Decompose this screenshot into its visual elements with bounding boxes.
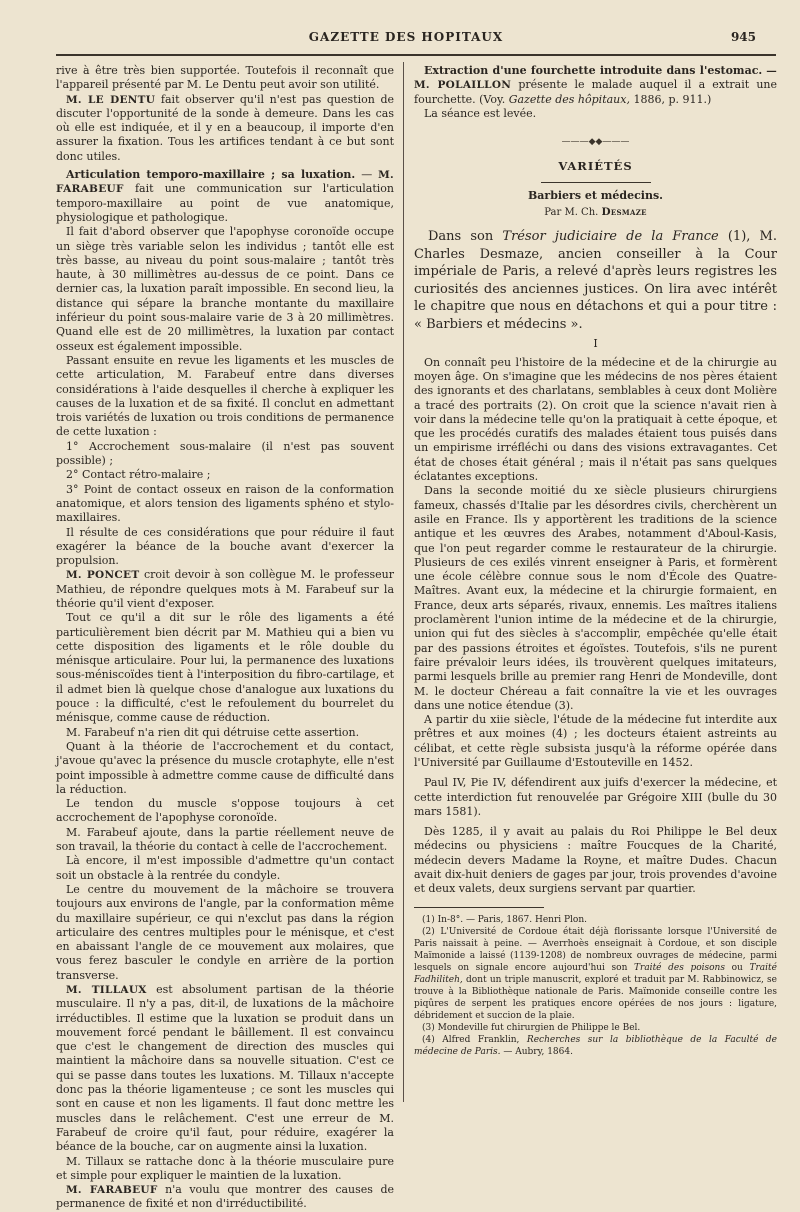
paragraph-text: présente le malade auquel il a extrait une fourchette. (Voy.: [414, 78, 777, 106]
footnote-text: — Aubry, 1864.: [503, 1046, 573, 1057]
conditions-list: [56, 440, 394, 526]
paragraph-text: (1), M. Charles Desmaze, ancien conseiller à la Cour impériale de Paris, a relevé d'après leurs registres les curiosités des anciennes justices. On lira avec intérêt le chapitre que nous en détachons et qui a pour titre : « Barbiers et médecins ».: [414, 229, 777, 332]
paragraph: Dans la seconde moitié du xe siècle plusieurs chirurgiens fameux, chassés d'Italie par les désordres civils, cherchèrent un asile en France. Ils y apportèrent les traditions de la science antique et les œuvres des Arabes, notamment d'Aboul-Kasis, que l'on peut regarder comme le restaurateur de la chirurgie. Plusieurs de ces exilés vinrent enseigner à Paris, et formèrent une école célèbre connue sous le nom d'École des Quatre-Maîtres. Avant eux, la médecine et la chirurgie formaient, en France, deux arts séparés, rivaux, ennemis. Les maîtres italiens proclamèrent l'union intime de la médecine et de la chirurgie, union qui fut des siècles à s'accomplir, empêchée qu'elle était par des passions étroites et égoïstes. Toutefois, s'ils ne purent faire prévaloir leurs idées, ils trouvèrent quelques imitateurs, parmi lesquels brille au premier rang Henri de Mondeville, dont M. le docteur Chéreau a fait connaître la vie et les ouvrages dans une notice étendue (3).: [414, 484, 777, 712]
article-title: Barbiers et médecins.: [527, 188, 664, 202]
ornament-divider: ———◆◆———: [561, 137, 630, 148]
paragraph: Dès 1285, il y avait au palais du Roi Philippe le Bel deux médecins ou physiciens : maître Foucques de la Charité, médecin devers Madame la Royne, et maître Dudes. Chacun avait dix-huit deniers de gages par jour, trois provendes d'avoine et deux valets, deux surgiens servant par quartier.: [414, 825, 777, 896]
footnote: [414, 1034, 777, 1058]
subheading: Articulation temporo-maxillaire ; sa luxation.: [66, 168, 356, 182]
paragraph: La séance est levée.: [424, 106, 537, 120]
paragraph-text: est absolument partisan de la théorie musculaire. Il n'y a pas, dit-il, de luxations de la mâchoire irréductibles. Il estime que la luxation se produit dans un mouvement forcé pendant le bâillement. Il est convaincu que c'est le changement de direction des muscles qui maintient la mâchoire dans sa nouvelle situation. C'est ce qui se passe dans toutes les luxations. M. Tillaux n'accepte donc pas la théorie ligamenteuse ; ce sont les muscles qui sont en cause et non les ligaments. Il faut donc mettre les muscles dans le relâchement. C'est une erreur de M. Farabeuf de croire qu'il faut, pour réduire, exagérer la béance de la bouche, car on augmente ainsi la luxation.: [56, 983, 394, 1154]
dash: —: [361, 168, 373, 182]
paragraph: Quant à la théorie de l'accrochement et du contact, j'avoue qu'avec la présence du muscle crotaphyte, elle n'est point impossible à admettre comme cause de difficulté dans la réduction.: [56, 739, 394, 796]
paragraph-text: n'a voulu que montrer des causes de permanence de fixité et non d'irréductibilité.: [56, 1183, 394, 1211]
subheading: Extraction d'une fourchette introduite dans l'estomac.: [424, 64, 763, 77]
speaker-name: — M. POLAILLON: [414, 65, 777, 92]
paragraph: [56, 568, 394, 611]
paragraph-text: fait une communication sur l'articulation temporo-maxillaire au point de vue anatomique, physiologique et pathologique.: [56, 182, 394, 224]
speaker-name: M. LE DENTU: [66, 93, 156, 106]
paragraph: Passant ensuite en revue les ligaments et les muscles de cette articulation, M. Farabeuf entre dans diverses considérations à l'aide desquelles il cherche à expliquer les causes de la luxation et de sa fixité. Il conclut en admettant trois variétés de luxation ou trois conditions de permanence de cette luxation :: [56, 353, 394, 439]
footnote-text: (2) L'Université de Cordoue était déjà florissante lorsque l'Université de Paris naissait à peine. — Averrhoès enseignait à Cordoue, et son disciple Maïmonide a laissé (1139-1208) de nombreux ouvrages de médecine, parmi lesquels on signale encore aujourd'hui son: [414, 926, 777, 973]
paragraph: [414, 64, 777, 107]
paragraph-text: 1886, p. 911.): [633, 92, 712, 106]
paragraph: [414, 228, 777, 333]
paragraph-text: Dans son: [428, 229, 494, 245]
page-header: [56, 30, 756, 52]
book-title: Trésor judiciaire de la France: [502, 229, 719, 245]
paragraph: rive à être très bien supportée. Toutefois il reconnaît que l'appareil présenté par M. Le Dentu peut avoir son utilité.: [56, 64, 394, 92]
speaker-name: M. FARABEUF: [56, 169, 394, 196]
speaker-name: M. TILLAUX: [66, 984, 147, 996]
paragraph: [56, 983, 394, 1155]
right-column: [414, 64, 777, 1058]
paragraph: M. Farabeuf n'a rien dit qui détruise cette assertion.: [66, 725, 360, 739]
page-number: 945: [730, 30, 756, 44]
footnote: (3) Mondeville fut chirurgien de Philippe le Bel.: [422, 1022, 641, 1033]
left-column: [56, 64, 394, 1212]
paragraph-text: croit devoir à son collègue M. le professeur Mathieu, de répondre quelques mots à M. Farabeuf sur la théorie qu'il vient d'exposer.: [56, 568, 394, 610]
paragraph: M. Farabeuf ajoute, dans la partie réellement neuve de son travail, la théorie du contact à celle de l'accrochement.: [56, 825, 394, 854]
paragraph: Paul IV, Pie IV, défendirent aux juifs d'exercer la médecine, et cette interdiction fut renouvelée par Grégoire XIII (bulle du 30 mars 1581).: [414, 776, 777, 818]
footnote: (1) In-8°. — Paris, 1867. Henri Plon.: [422, 914, 587, 925]
paragraph: A partir du xiie siècle, l'étude de la médecine fut interdite aux prêtres et aux moines (4) ; les docteurs étaient astreints au célibat, et cette règle subsista jusqu'à la réforme opérée dans l'Université par Guillaume d'Estouteville en 1452.: [414, 713, 777, 769]
author-name: Desmaze: [601, 206, 647, 219]
footnote-title: Traité Fadhiliteh,: [414, 962, 777, 985]
speaker-name: M. PONCET: [66, 569, 140, 582]
list-item: 3° Point de contact osseux en raison de la conformation anatomique, et alors tension des ligaments sphéno et stylo-maxillaires.: [56, 482, 394, 525]
paragraph: Tout ce qu'il a dit sur le rôle des ligaments a été particulièrement bien décrit par M. Mathieu qui a bien vu cette disposition des ligaments et le rôle double du ménisque articulaire. Pour lui, la permanence des luxations sous-méniscoïdes tient à l'interposition du fibro-cartilage, et il admet bien là quelque chose d'analogue aux luxations du pouce : la difficulté, c'est le refoulement du bourrelet du ménisque, comme cause de réduction.: [56, 611, 394, 725]
list-item: 1° Accrochement sous-malaire (il n'est pas souvent possible) ;: [56, 439, 394, 468]
header-rule: [56, 54, 776, 56]
section-numeral: I: [593, 337, 598, 351]
paragraph: Il fait d'abord observer que l'apophyse coronoïde occupe un siège très variable selon les individus ; tantôt elle est très basse, au niveau du point sous-malaire ; tantôt très haute, à 30 millimètres au-dessus de ce point. Dans ce dernier cas, la luxation paraît impossible. En second lieu, la distance qui sépare la branche montante du maxillaire inférieur du point sous-malaire varie de 3 à 20 millimètres. Quand elle est de 20 millimètres, la luxation par contact osseux est également impossible.: [56, 225, 394, 353]
section-rule: [541, 182, 651, 183]
footnotes: [414, 914, 777, 1058]
byline-prefix: Par M. Ch.: [544, 207, 599, 219]
paragraph: [56, 93, 394, 164]
paragraph: Là encore, il m'est impossible d'admettre qu'un contact soit un obstacle à la rentrée du condyle.: [56, 854, 394, 882]
footnote-text: (4) Alfred Franklin,: [422, 1034, 520, 1045]
byline: [414, 205, 777, 220]
list-item: 2° Contact rétro-malaire ;: [66, 468, 211, 482]
paragraph-text: fait observer qu'il n'est pas question de discuter l'opportunité de la sonde à demeure. Dans les cas où elle est indiquée, et il y en a beaucoup, il importe d'en assurer la fixation. Tous les artifices tendant à ce but sont donc utiles.: [56, 92, 395, 163]
paragraph: [56, 1183, 394, 1212]
footnote-rule: [414, 907, 544, 908]
paragraph: Le tendon du muscle s'oppose toujours à cet accrochement de l'apophyse coronoïde.: [56, 797, 394, 825]
paragraph: Le centre du mouvement de la mâchoire se trouvera toujours aux environs de l'angle, par la conformation même du maxillaire supérieur, ce qui n'exclut pas dans la région articulaire des centres multiples pour le ménisque, et c'est en abaissant l'angle de ce mouvement aux molaires, que vous ferez basculer le condyle en arrière de la portion transverse.: [56, 882, 394, 982]
article-intro: [414, 228, 777, 333]
speaker-name: M. FARABEUF: [66, 1184, 158, 1197]
section-title: VARIÉTÉS: [558, 159, 633, 174]
paragraph: [56, 168, 394, 225]
paragraph: Il résulte de ces considérations que pour réduire il faut exagérer la béance de la bouche avant d'exercer la propulsion.: [56, 525, 394, 568]
footnote-title: Traité des poisons: [634, 962, 725, 973]
footnote: [414, 926, 777, 1022]
footnote-text: dont un triple manuscrit, exploré et traduit par M. Rabbinowicz, se trouve à la Bibliothèque nationale de Paris. Maïmonide conseille contre les piqûres de serpent les pratiques encore opérées de nos jours : ligature, débridement et succion de la plaie.: [414, 974, 777, 1021]
column-divider: [403, 62, 404, 1102]
running-title: GAZETTE DES HOPITAUX: [308, 30, 504, 44]
paragraph: On connaît peu l'histoire de la médecine et de la chirurgie au moyen âge. On s'imagine que les médecins de nos pères étaient des ignorants et des charlatans, semblables à ceux dont Molière a tracé des portraits (2). On croit que la science n'avait rien à voir dans la médecine telle qu'on la pratiquait à cette époque, et que les procédés curatifs des malades étaient tous puisés dans un empirisme irréfléchi ou dans des visions extravagantes. Cet état de choses était général ; mais il n'était pas sans quelques éclatantes exceptions.: [414, 355, 777, 484]
footnote-title: Recherches sur la bibliothèque de la Faculté de médecine de Paris.: [414, 1034, 777, 1057]
paragraph: M. Tillaux se rattache donc à la théorie musculaire pure et simple pour expliquer le maintien de la luxation.: [56, 1154, 394, 1182]
footnote-text: ou: [731, 962, 743, 973]
journal-reference: Gazette des hôpitaux,: [508, 92, 630, 106]
